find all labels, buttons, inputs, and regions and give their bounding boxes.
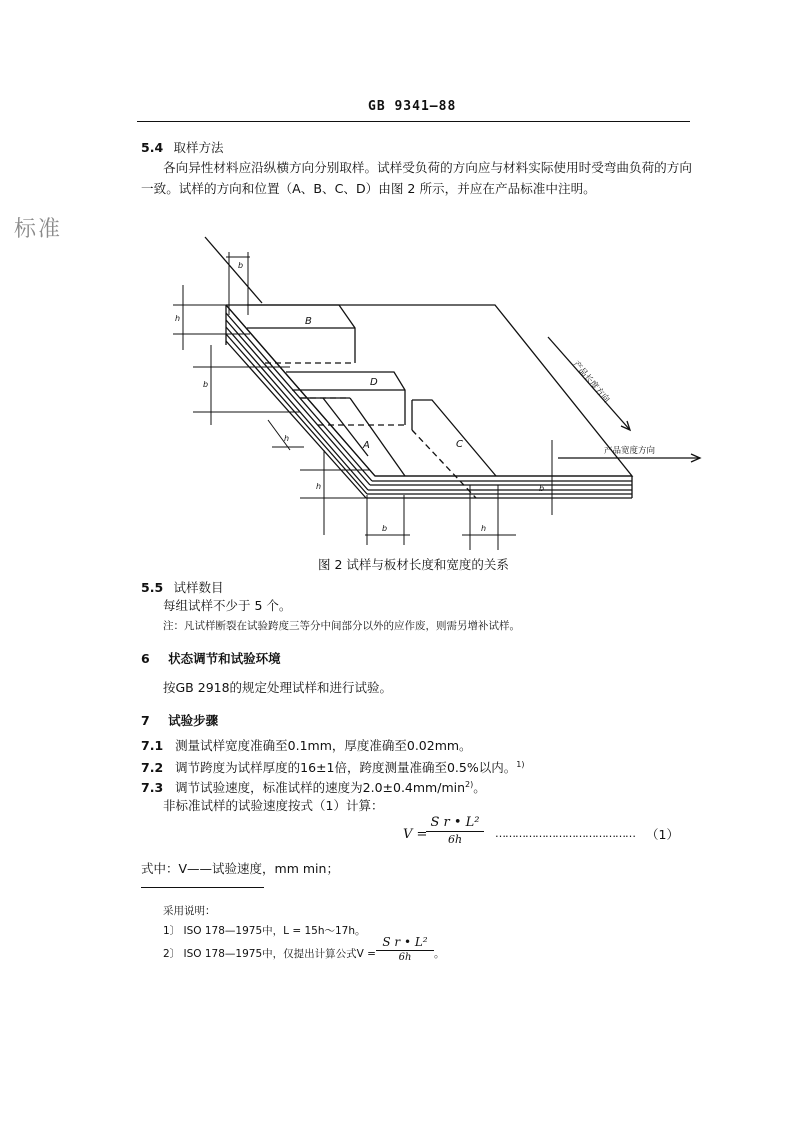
specimen-b [247, 305, 355, 363]
formula-where: 式中：V——试验速度，mm min； [141, 861, 339, 876]
sheet-layers-front [366, 476, 632, 498]
label-h-dim-3: h [316, 482, 322, 491]
step-tail: 。 [473, 780, 486, 796]
step-7-2 [141, 757, 524, 776]
label-b-dim-1: b [238, 261, 244, 270]
step-7-3 [141, 777, 486, 796]
step-7-1 [141, 738, 472, 754]
label-h-dim-4: h [481, 524, 487, 533]
formula-numerator: S r • L² [426, 815, 484, 832]
section-7-heading [141, 711, 218, 729]
section-6-body: 按GB 2918的规定处理试样和进行试验。 [163, 680, 393, 695]
label-b-dim-4: b [539, 484, 545, 493]
formula-number: （1） [646, 827, 679, 842]
label-c-spec: C [456, 439, 463, 450]
note-2-end: 。 [434, 948, 445, 960]
section-title: 取样方法 [173, 140, 224, 155]
section-number: 6 [141, 651, 150, 666]
side-watermark: 标准 [14, 217, 63, 242]
section-6-heading [141, 649, 281, 667]
section-5-4-line2: 一致。试样的方向和位置（A、B、C、D）由图 2 所示，并应在产品标准中注明。 [141, 181, 596, 196]
nonstandard-speed-text: 非标准试样的试验速度按式（1）计算： [163, 798, 384, 813]
section-number: 7 [141, 713, 150, 728]
note-2-numerator: S r • L² [376, 935, 434, 951]
label-b-dim-2: b [203, 380, 209, 389]
step-text: 测量试样宽度准确至0.1mm，厚度准确至0.02mm。 [175, 738, 472, 753]
section-5-4-line1: 各向异性材料应沿纵横方向分别取样。试样受负荷的方向应与材料实际使用时受弯曲负荷的方向 [163, 160, 692, 175]
step-number: 7.3 [141, 780, 164, 796]
note-2-denominator: 6h [398, 952, 412, 963]
note-1: 1〕 ISO 178—1975中，L = 15h～17h。 [163, 925, 366, 937]
label-b-dim-3: b [382, 524, 388, 533]
step-number: 7.2 [141, 760, 164, 776]
label-a-spec: A [363, 440, 370, 451]
sheet-left-edge [205, 237, 262, 303]
label-h-dim-2: h [284, 434, 290, 443]
section-5-5-heading [141, 578, 224, 596]
dimension-lines [173, 252, 560, 550]
note-2 [163, 946, 376, 961]
label-d-spec: D [370, 377, 378, 388]
notes-title: 采用说明： [163, 905, 216, 917]
footnote-ref: 2) [465, 780, 474, 789]
specimen-c [412, 400, 496, 498]
formula-lhs: V = [403, 827, 428, 842]
label-length-direction: 产品长度方向 [570, 359, 612, 406]
step-number: 7.1 [141, 738, 164, 753]
section-number: 5.4 [141, 140, 164, 155]
label-width-direction: 产品宽度方向 [604, 446, 656, 456]
formula-denominator: 6h [447, 833, 463, 846]
step-text: 调节跨度为试样厚度的16±1倍，跨度测量准确至0.5%以内。 [175, 760, 517, 776]
footnote-ref: 1) [516, 760, 525, 769]
label-h-dim-1: h [175, 314, 181, 323]
section-title: 试样数目 [173, 580, 224, 595]
section-5-5-note: 注：凡试样断裂在试验跨度三等分中间部分以外的应作废，则需另增补试样。 [163, 620, 520, 632]
label-b-spec: B [305, 316, 312, 327]
section-title: 状态调节和试验环境 [168, 651, 281, 666]
note-2-text: 2〕 ISO 178—1975中，仅提出计算公式V = [163, 948, 376, 960]
document-code: GB 9341—88 [368, 99, 457, 114]
note-2-fraction [376, 935, 434, 963]
formula-leader-dots: …………………………………… [495, 827, 635, 840]
figure-caption: 图 2 试样与板材长度和宽度的关系 [318, 557, 509, 572]
notes-rule [141, 887, 264, 888]
figure-labels [175, 261, 656, 533]
formula-fraction [426, 815, 484, 846]
section-number: 5.5 [141, 580, 164, 595]
section-5-5-body: 每组试样不少于 5 个。 [163, 598, 292, 613]
step-text: 调节试验速度，标准试样的速度为2.0±0.4mm/min [175, 780, 466, 796]
section-title: 试验步骤 [168, 713, 219, 728]
